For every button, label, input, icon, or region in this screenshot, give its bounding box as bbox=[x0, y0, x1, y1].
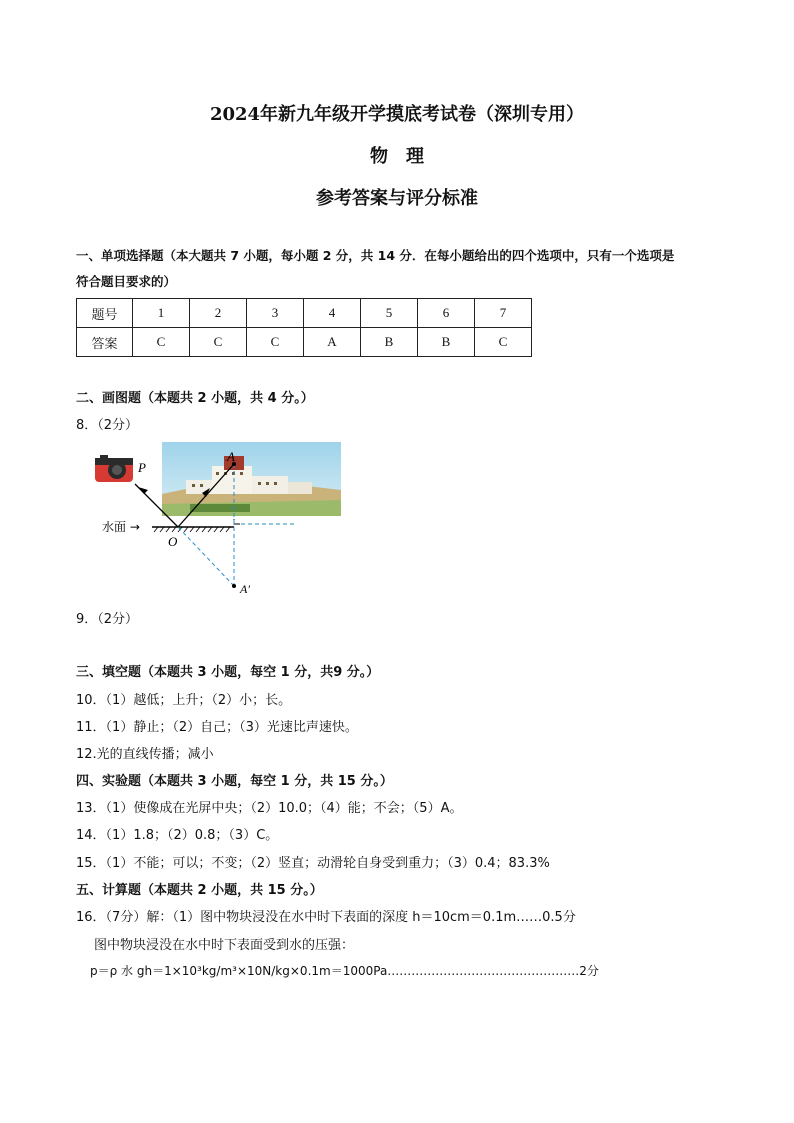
row-label-answer: 答案 bbox=[77, 328, 133, 357]
right-angle-mark bbox=[234, 519, 240, 524]
table-cell: 5 bbox=[361, 299, 418, 328]
palace-picture bbox=[162, 442, 341, 516]
table-cell: C bbox=[190, 328, 247, 357]
label-a-prime: A′ bbox=[240, 582, 250, 596]
table-cell: 4 bbox=[304, 299, 361, 328]
label-a: A bbox=[227, 449, 235, 464]
section4-heading: 四、实验题（本题共 3 小题，每空 1 分，共 15 分。） bbox=[76, 774, 393, 789]
answer-line-12: 12.光的直线传播；减小 bbox=[76, 747, 214, 762]
section2-heading: 二、画图题（本题共 2 小题，共 4 分。） bbox=[76, 391, 314, 406]
subject-title: 物 理 bbox=[370, 146, 424, 167]
answer-line-15: 15．（1）不能；可以；不变；（2）竖直；动滑轮自身受到重力；（3）0.4；83.3% bbox=[76, 856, 550, 871]
table-cell: B bbox=[418, 328, 475, 357]
answer-line-13: 13．（1）使像成在光屏中央；（2）10.0；（4）能；不会；（5）A。 bbox=[76, 801, 463, 816]
answer-line-16-b: 图中物块浸没在水中时下表面受到水的压强： bbox=[94, 938, 355, 953]
answer-line-11: 11．（1）静止；（2）自己；（3）光速比声速快。 bbox=[76, 720, 358, 735]
answer-table bbox=[76, 298, 532, 357]
document-title: 2024年新九年级开学摸底考试卷（深圳专用） bbox=[209, 104, 585, 125]
table-row-numbers bbox=[77, 299, 532, 328]
answer-key-title: 参考答案与评分标准 bbox=[316, 188, 478, 209]
answer-line-10: 10．（1）越低；上升；（2）小；长。 bbox=[76, 693, 292, 708]
virtual-ray-line bbox=[178, 527, 234, 586]
label-o: O bbox=[168, 534, 178, 549]
surface-hatching bbox=[154, 527, 230, 532]
table-cell: 7 bbox=[475, 299, 532, 328]
camera-icon bbox=[95, 455, 133, 482]
answer-line-16-c: p＝ρ 水 gh＝1×10³kg/m³×10N/kg×0.1m＝1000Pa…………………………………………2分 bbox=[90, 964, 599, 978]
label-p: P bbox=[138, 460, 146, 475]
table-cell: C bbox=[133, 328, 190, 357]
table-cell: 2 bbox=[190, 299, 247, 328]
section5-heading: 五、计算题（本题共 2 小题，共 15 分。） bbox=[76, 883, 323, 898]
reflected-arrow bbox=[138, 487, 148, 494]
table-cell: C bbox=[475, 328, 532, 357]
reflection-diagram bbox=[90, 436, 350, 596]
row-label-number: 题号 bbox=[77, 299, 133, 328]
section1-heading-line1: 一、单项选择题（本大题共 7 小题，每小题 2 分，共 14 分．在每小题给出的四个选项中，只有一个选项是 bbox=[76, 248, 675, 263]
point-a-prime bbox=[232, 584, 236, 588]
answer-line-16: 16．（7分）解：（1）图中物块浸没在水中时下表面的深度 h＝10cm＝0.1m……0.5分 bbox=[76, 910, 576, 925]
table-cell: 6 bbox=[418, 299, 475, 328]
section1-heading-line2: 符合题目要求的） bbox=[76, 274, 177, 289]
table-cell: 1 bbox=[133, 299, 190, 328]
question-8-label: 8．（2分） bbox=[76, 418, 139, 433]
section3-heading: 三、填空题（本题共 3 小题，每空 1 分，共9 分。） bbox=[76, 665, 380, 680]
water-surface-label: 水面 → bbox=[102, 520, 140, 534]
table-cell: 3 bbox=[247, 299, 304, 328]
answer-line-14: 14．（1）1.8；（2）0.8；（3）C。 bbox=[76, 828, 279, 843]
table-cell: B bbox=[361, 328, 418, 357]
table-row-answers bbox=[77, 328, 532, 357]
table-cell: A bbox=[304, 328, 361, 357]
table-cell: C bbox=[247, 328, 304, 357]
question-9-label: 9．（2分） bbox=[76, 612, 139, 627]
